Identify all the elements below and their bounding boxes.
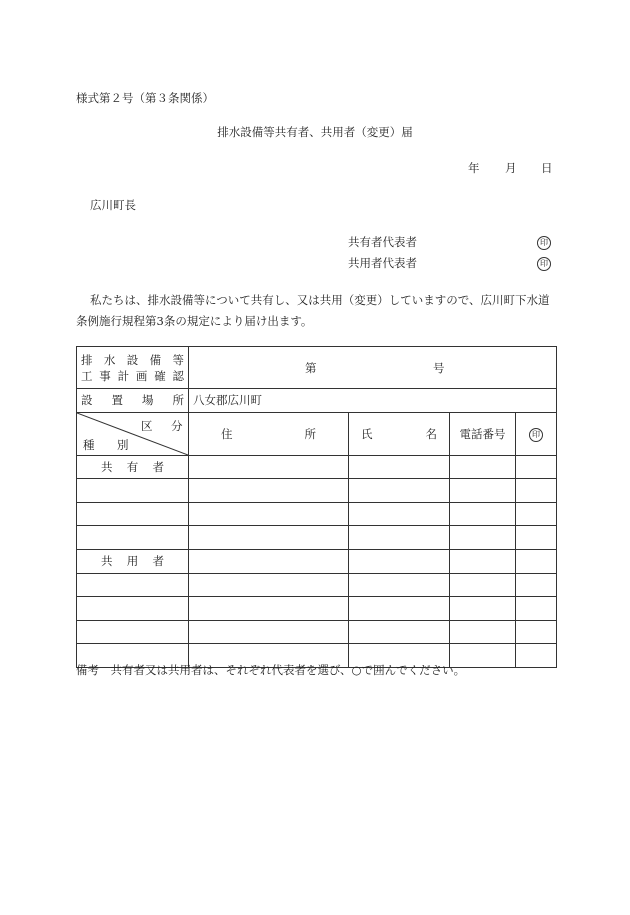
name-cell[interactable]	[349, 549, 450, 573]
address-cell[interactable]	[189, 620, 349, 644]
confirm-number-cell[interactable]	[189, 347, 557, 389]
diag-top-2: 分	[171, 418, 183, 433]
address-cell[interactable]	[189, 549, 349, 573]
table-row	[77, 479, 557, 503]
confirm-no-prefix: 第	[305, 360, 317, 375]
seal-cell[interactable]	[516, 597, 557, 621]
table-row	[77, 526, 557, 550]
name-cell[interactable]	[349, 573, 450, 597]
table-row	[77, 502, 557, 526]
addressee: 広川町長	[90, 198, 136, 212]
seal-cell[interactable]	[516, 455, 557, 479]
group-co-owner-label: 共 有 者	[77, 455, 189, 479]
table-row	[77, 549, 557, 573]
seal-cell[interactable]	[516, 573, 557, 597]
address-cell[interactable]	[189, 597, 349, 621]
seal-cell[interactable]	[516, 502, 557, 526]
table-row	[77, 597, 557, 621]
name-cell[interactable]	[349, 502, 450, 526]
address-cell[interactable]	[189, 526, 349, 550]
name-cell[interactable]	[349, 455, 450, 479]
table-row	[77, 620, 557, 644]
co-user-rep-seal-icon: 印	[537, 257, 551, 271]
table-row	[77, 455, 557, 479]
location-value[interactable]: 八女郡広川町	[189, 389, 557, 413]
seal-icon: 印	[529, 428, 543, 442]
seal-cell[interactable]	[516, 526, 557, 550]
name-cell[interactable]	[349, 526, 450, 550]
name-cell[interactable]	[349, 597, 450, 621]
group-co-user-label: 共 用 者	[77, 549, 189, 573]
col-seal-header	[516, 412, 557, 455]
confirm-no-suffix: 号	[433, 360, 445, 375]
col-phone-header: 電話番号	[450, 412, 516, 455]
date-day: 日	[541, 161, 553, 175]
remarks: 備考 共有者又は共用者は、それぞれ代表者を選び、○で囲んでください。	[76, 663, 466, 677]
seal-cell[interactable]	[516, 644, 557, 668]
seal-cell[interactable]	[516, 479, 557, 503]
phone-cell[interactable]	[450, 502, 516, 526]
address-cell[interactable]	[189, 502, 349, 526]
date-year: 年	[468, 161, 480, 175]
phone-cell[interactable]	[450, 597, 516, 621]
phone-cell[interactable]	[450, 526, 516, 550]
table-row	[77, 573, 557, 597]
date-month: 月	[505, 161, 517, 175]
diag-bottom-2: 別	[117, 437, 129, 452]
category-cell[interactable]	[77, 620, 189, 644]
category-cell[interactable]	[77, 597, 189, 621]
col-name-header: 氏 名	[349, 412, 450, 455]
category-cell[interactable]	[77, 573, 189, 597]
col-address-header: 住 所	[189, 412, 349, 455]
phone-cell[interactable]	[450, 549, 516, 573]
phone-cell[interactable]	[450, 573, 516, 597]
seal-cell[interactable]	[516, 620, 557, 644]
phone-cell[interactable]	[450, 620, 516, 644]
page-title: 排水設備等共有者、共用者（変更）届	[217, 125, 413, 139]
phone-cell[interactable]	[450, 455, 516, 479]
address-cell[interactable]	[189, 573, 349, 597]
co-owner-rep-seal-icon: 印	[537, 236, 551, 250]
diag-bottom-1: 種	[83, 437, 95, 452]
form-number: 様式第２号（第３条関係）	[76, 91, 214, 105]
registration-table	[76, 346, 557, 668]
address-cell[interactable]	[189, 455, 349, 479]
co-owner-rep-label: 共有者代表者	[348, 235, 417, 249]
address-cell[interactable]	[189, 479, 349, 503]
seal-cell[interactable]	[516, 549, 557, 573]
body-text-line1: 私たちは、排水設備等について共有し、又は共用（変更）していますので、広川町下水道	[90, 293, 550, 307]
phone-cell[interactable]	[450, 479, 516, 503]
co-user-rep-label: 共用者代表者	[348, 256, 417, 270]
name-cell[interactable]	[349, 479, 450, 503]
category-cell[interactable]	[77, 502, 189, 526]
name-cell[interactable]	[349, 620, 450, 644]
category-cell[interactable]	[77, 526, 189, 550]
category-diagonal-header	[77, 412, 189, 455]
body-text-line2: 条例施行規程第3条の規定により届け出ます。	[76, 314, 313, 328]
confirm-label-cell: 排 水 設 備 等 工 事 計 画 確 認	[77, 347, 189, 389]
diag-top-1: 区	[141, 418, 153, 433]
category-cell[interactable]	[77, 479, 189, 503]
location-label-cell: 設 置 場 所	[77, 389, 189, 413]
